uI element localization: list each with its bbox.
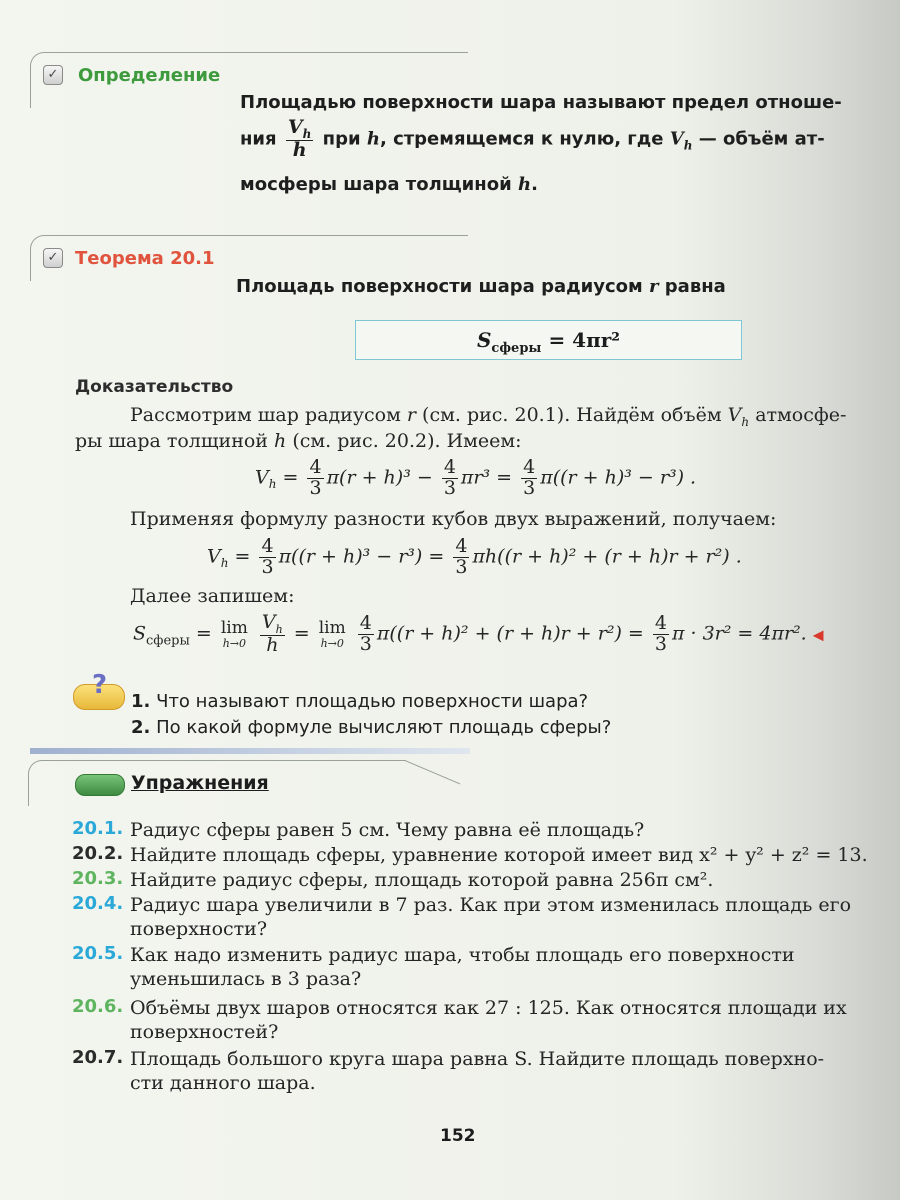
proof-var-V: V bbox=[727, 404, 742, 426]
exercise-20-1 bbox=[72, 818, 862, 844]
theorem-var-r: r bbox=[649, 276, 659, 297]
exercise-20-6 bbox=[72, 996, 862, 1046]
question-mark-icon: ? bbox=[92, 670, 108, 700]
proof-text-1c: (см. рис. 20.1). Найдём объём bbox=[422, 404, 722, 426]
eq3-S: S bbox=[133, 622, 147, 645]
exercise-text-cont: поверхностей? bbox=[130, 1021, 279, 1043]
exercise-text-cont: сти данного шара. bbox=[130, 1072, 316, 1094]
exercise-text: Площадь большого круга шара равна S. Найдите площадь поверхно- bbox=[130, 1048, 825, 1070]
eq1-frac-1: $\frac{4}{3}$ bbox=[309, 456, 322, 499]
exercise-num: 20.2. bbox=[72, 843, 124, 864]
definition-line-2 bbox=[240, 118, 880, 161]
definition-line-3 bbox=[240, 174, 538, 195]
check-icon: ✓ bbox=[43, 248, 63, 268]
eq2-part2: πh((r + h)² + (r + h)r + r²) . bbox=[472, 545, 742, 568]
definition-text-3c: . bbox=[531, 174, 538, 195]
eq1-V-sub: h bbox=[268, 477, 277, 492]
proof-line-2 bbox=[75, 430, 522, 452]
exercise-num: 20.7. bbox=[72, 1047, 124, 1068]
eq3-frac-2: $\frac{4}{3}$ bbox=[654, 612, 667, 656]
eq2-V: V bbox=[207, 545, 221, 568]
definition-line-1 bbox=[240, 92, 865, 113]
definition-text-2f: — объём ат- bbox=[698, 128, 825, 150]
exercises-frame-line bbox=[86, 760, 406, 761]
exercise-text: Найдите площадь сферы, уравнение которой имеет вид x² + y² + z² = 13. bbox=[130, 844, 868, 866]
exercise-text-cont: уменьшилась в 3 раза? bbox=[130, 968, 362, 990]
definition-label: Определение bbox=[78, 65, 221, 86]
exercise-text: Радиус сферы равен 5 см. Чему равна её площадь? bbox=[130, 819, 645, 841]
definition-var-V-sub: h bbox=[683, 138, 693, 153]
exercise-text: Радиус шара увеличили в 7 раз. Как при этом изменилась площадь его bbox=[130, 894, 852, 916]
eq1-part3: π((r + h)³ − r³) . bbox=[540, 466, 697, 489]
definition-text-2d: , стремящемся к нулю, где bbox=[379, 128, 664, 150]
eq3-frac-1: $\frac{4}{3}$ bbox=[359, 612, 372, 656]
frac-num: V bbox=[287, 116, 303, 138]
proof-var-h: h bbox=[274, 430, 287, 452]
formula-sub: сферы bbox=[491, 341, 542, 356]
formula-S: S bbox=[476, 328, 492, 352]
exercise-20-3 bbox=[72, 868, 862, 894]
definition-var-h: h bbox=[366, 128, 380, 150]
eq3-lim-2: lim h→0 bbox=[318, 617, 346, 650]
exercise-20-4 bbox=[72, 893, 862, 943]
theorem-label: Теорема 20.1 bbox=[75, 248, 215, 269]
proof-var-V-sub: h bbox=[741, 414, 750, 429]
eq2-V-sub: h bbox=[220, 556, 229, 571]
exercise-text: Как надо изменить радиус шара, чтобы площадь его поверхности bbox=[130, 944, 795, 966]
exercise-num: 20.4. bbox=[72, 893, 124, 914]
theorem-text-a: Площадь поверхности шара радиусом bbox=[236, 276, 643, 297]
frac-den: h bbox=[292, 139, 307, 162]
question-1-num: 1. bbox=[131, 691, 151, 712]
exercises-title: Упражнения bbox=[131, 772, 269, 794]
proof-text-1e: атмосфе- bbox=[755, 404, 847, 426]
exercise-num: 20.6. bbox=[72, 996, 124, 1017]
proof-line-4: Далее запишем: bbox=[130, 585, 295, 607]
eq2-part1: π((r + h)³ − r³) = bbox=[278, 545, 445, 568]
definition-var-h2: h bbox=[518, 174, 532, 195]
theorem-text bbox=[236, 276, 726, 297]
eq3-lim-1: lim h→0 bbox=[220, 617, 248, 650]
eq1-frac-3: $\frac{4}{3}$ bbox=[523, 456, 536, 499]
eq1-part2: πr³ = bbox=[460, 466, 513, 489]
theorem-frame-line bbox=[88, 235, 468, 236]
eq3-part2: π · 3r² = 4πr². bbox=[671, 622, 807, 645]
definition-fraction bbox=[286, 118, 313, 161]
theorem-formula-box bbox=[355, 320, 742, 360]
definition-frame-line bbox=[88, 52, 468, 53]
exercise-text: Объёмы двух шаров относятся как 27 : 125. Как относятся площади их bbox=[130, 997, 847, 1019]
definition-text-3a: мосферы шара толщиной bbox=[240, 174, 512, 195]
definition-text-2a: ния bbox=[240, 128, 277, 150]
page-number: 152 bbox=[440, 1126, 476, 1146]
equation-1: $V_h$ = $\frac{4}{3}$ π(r + h)³ − $\frac{4}{3}$ πr³ = $\frac{4}{3}$ π((r + h)³ − r³) . bbox=[255, 456, 697, 499]
eq3-frac-vh: $\frac{V_h}{h}$ bbox=[261, 611, 283, 657]
proof-text-1a: Рассмотрим шар радиусом bbox=[130, 404, 401, 426]
exercise-20-2 bbox=[72, 843, 868, 869]
eq1-V: V bbox=[255, 466, 269, 489]
eq3-part1: π((r + h)² + (r + h)r + r²) = bbox=[376, 622, 644, 645]
check-icon: ✓ bbox=[43, 65, 63, 85]
eq3-sub: сферы bbox=[146, 633, 190, 649]
question-2-num: 2. bbox=[131, 717, 151, 738]
equation-3: $S_{сферы}$ = lim h→0 $\frac{V_h}{h}$ = lim h→0 $\frac{4}{3}$ π((r + h)² + (r + h)r + r²) = $\frac{4}{3}$ π · 3r² = 4πr². ◀ bbox=[133, 611, 824, 657]
question-1 bbox=[131, 691, 588, 712]
exercises-icon bbox=[75, 774, 125, 796]
definition-var-V: V bbox=[669, 128, 684, 150]
proof-text-2a: ры шара толщиной bbox=[75, 430, 268, 452]
theorem-text-c: равна bbox=[664, 276, 726, 297]
exercises-frame-slope bbox=[405, 760, 461, 784]
exercise-20-5 bbox=[72, 943, 862, 993]
eq2-frac-1: $\frac{4}{3}$ bbox=[261, 535, 274, 578]
proof-heading: Доказательство bbox=[75, 377, 234, 397]
question-2-text: По какой формуле вычисляют площадь сферы? bbox=[156, 717, 612, 738]
exercise-text-cont: поверхности? bbox=[130, 918, 268, 940]
definition-text-2b: при bbox=[322, 128, 361, 150]
exercise-num: 20.5. bbox=[72, 943, 124, 964]
formula-rhs: = 4πr² bbox=[548, 328, 621, 352]
proof-end-icon: ◀ bbox=[812, 627, 824, 644]
question-1-text: Что называют площадью поверхности шара? bbox=[156, 691, 589, 712]
exercises-band bbox=[30, 748, 470, 754]
frac-num-sub: h bbox=[302, 126, 312, 141]
proof-var-r: r bbox=[406, 404, 416, 426]
eq1-part1: π(r + h)³ − bbox=[326, 466, 433, 489]
equation-2: $V_h$ = $\frac{4}{3}$ π((r + h)³ − r³) = $\frac{4}{3}$ πh((r + h)² + (r + h)r + r²) . bbox=[207, 535, 742, 578]
proof-line-3: Применяя формулу разности кубов двух выражений, получаем: bbox=[130, 508, 777, 530]
definition-text-1: Площадью поверхности шара называют предел отноше- bbox=[240, 92, 842, 113]
exercise-text: Найдите радиус сферы, площадь которой равна 256π см². bbox=[130, 869, 714, 891]
proof-line-1 bbox=[130, 404, 846, 429]
exercise-20-7 bbox=[72, 1047, 862, 1097]
question-2 bbox=[131, 717, 611, 738]
eq2-frac-2: $\frac{4}{3}$ bbox=[455, 535, 468, 578]
eq1-frac-2: $\frac{4}{3}$ bbox=[443, 456, 456, 499]
proof-text-2c: (см. рис. 20.2). Имеем: bbox=[292, 430, 522, 452]
exercise-num: 20.3. bbox=[72, 868, 124, 889]
exercise-num: 20.1. bbox=[72, 818, 124, 839]
